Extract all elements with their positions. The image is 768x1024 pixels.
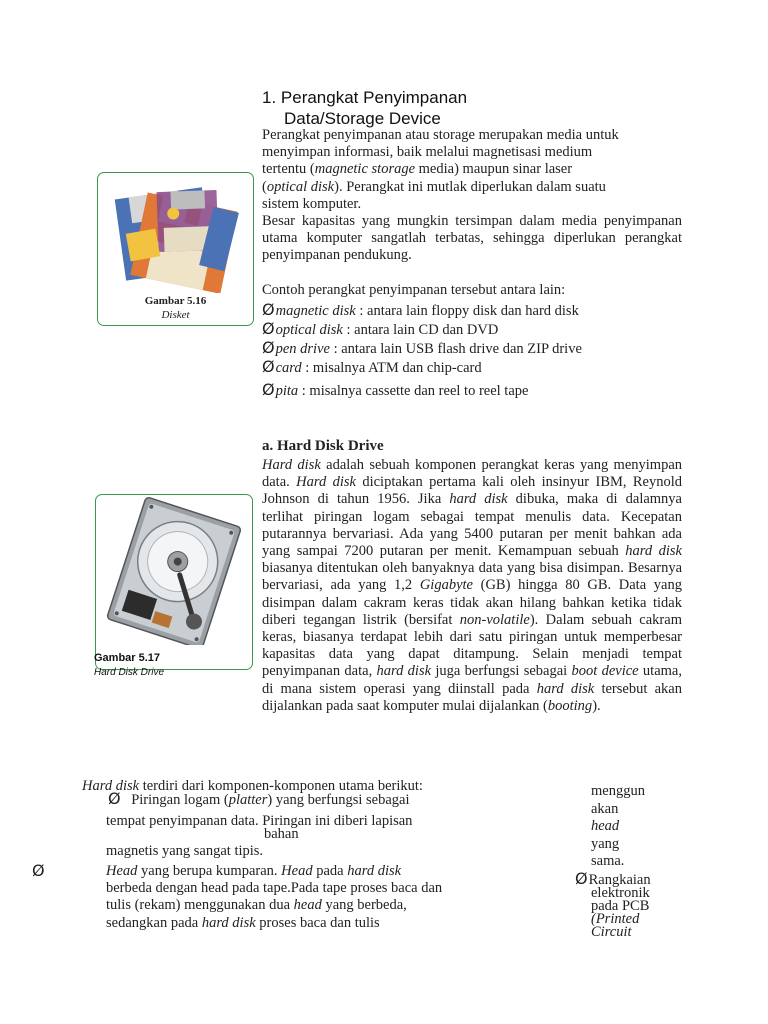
intro-line: tertentu (magnetic storage media) maupun sinar laser (262, 161, 573, 178)
arrow-bullet-icon: Ø (262, 357, 275, 376)
intro-line: (optical disk). Perangkat ini mutlak diperlukan dalam suatu (262, 178, 606, 195)
component-platter-line2: tempat penyimpanan data. Piringan ini diberi lapisan (106, 813, 413, 829)
section-title (262, 87, 467, 129)
list-item: Ømagnetic disk : antara lain floppy disk dan hard disk (262, 300, 579, 319)
figure-label: Gambar 5.16 (144, 295, 207, 307)
right-column-line: Circuit (591, 924, 632, 940)
arrow-bullet-icon: Ø (262, 338, 275, 357)
right-column-line: ØRangkaian (575, 869, 651, 888)
list-item: Øoptical disk : antara lain CD dan DVD (262, 319, 499, 338)
right-column-line: pada PCB (591, 898, 650, 914)
right-column-line: (Printed (591, 911, 640, 927)
figure-hard-disk (95, 494, 253, 670)
hard-disk-icon (96, 495, 252, 645)
component-head (106, 863, 442, 932)
capacity-paragraph: Besar kapasitas yang mungkin tersimpan dalam media penyimpanan utama komputer sangatlah terbatas, sehingga diperlukan perangkat penyimpanan pendukung. (262, 213, 682, 264)
diskette-icon (98, 173, 253, 293)
component-platter: Ø Piringan logam (platter) yang berfungsi sebagai (108, 789, 410, 808)
arrow-bullet-icon: Ø (108, 789, 121, 808)
right-column-line: head (591, 818, 620, 834)
arrow-bullet-icon: Ø (575, 869, 588, 888)
figure2-label: Gambar 5.17 (94, 652, 161, 664)
right-column-line: yang (591, 835, 620, 852)
component-platter-line2b: bahan (264, 826, 299, 842)
arrow-bullet-icon: Ø (262, 380, 275, 399)
arrow-bullet-icon: Ø (262, 319, 275, 338)
intro-line: sistem komputer. (262, 195, 362, 212)
right-column-line: akan (591, 800, 619, 817)
right-column-line: menggun (591, 783, 645, 799)
hdd-paragraph: Hard disk adalah sebuah komponen perangkat keras yang menyimpan data. Hard disk diciptakan pertama kali oleh insinyur IBM, Reynold Johnson di tahun 1956. Jika hard disk dibuka, maka di dalamnya terlihat piringan logam sebagai tempat menulis data. Kecepatan putarannya bervariasi. Ada yang 5400 putaran per menit bahkan ada yang sampai 7200 putaran per menit. Kemampuan sebuah hard disk biasanya ditentukan oleh banyaknya data yang bisa disimpan. Besarnya bervariasi, ada yang 1,2 Gigabyte (GB) hingga 80 GB. Data yang disimpan dalam cakram keras tidak akan hilang bahkan ketika tidak diberi tegangan listrik (bersifat non-volatile). Dalam sebuah cakram keras, biasanya terdapat lebih dari satu piringan untuk memperbesar kapasitas data yang dapat ditampung. Selain menjadi tempat penyimpanan data, hard disk juga berfungsi sebagai boot device utama, di mana sistem operasi yang diinstall pada hard disk tersebut akan dijalankan pada saat komputer mulai dijalankan (booting). (262, 457, 683, 714)
components-intro: Hard disk terdiri dari komponen-komponen utama berikut: (82, 778, 423, 794)
subsection-title: a. Hard Disk Drive (262, 438, 384, 454)
component-head-line3: tulis (rekam) menggunakan dua head yang berbeda, (106, 897, 407, 914)
component-head-line4: sedangkan pada hard disk proses baca dan tulis (106, 914, 380, 931)
examples-list (262, 301, 582, 400)
list-item: Øpen drive : antara lain USB flash drive dan ZIP drive (262, 338, 582, 357)
intro-line: Perangkat penyimpanan atau storage merupakan media untuk (262, 127, 619, 143)
section-title-line1: 1. Perangkat Penyimpanan (262, 88, 468, 107)
section-title-line2: Data/Storage Device (284, 109, 441, 128)
figure-diskette (97, 172, 254, 326)
component-head-line2: berbeda dengan head pada tape.Pada tape proses baca dan (106, 880, 443, 897)
intro-line: menyimpan informasi, baik melalui magnetisasi medium (262, 144, 593, 161)
component-platter-line3: magnetis yang sangat tipis. (106, 843, 264, 859)
right-column-text (591, 783, 645, 871)
figure2-caption: Hard Disk Drive (94, 667, 165, 678)
right-column-line: elektronik (591, 885, 650, 901)
figure-caption: Disket (161, 309, 190, 321)
component-head-line1: Head yang berupa kumparan. Head pada hard disk (106, 863, 402, 879)
arrow-bullet-icon: Ø (32, 861, 45, 880)
examples-intro: Contoh perangkat penyimpanan tersebut antara lain: (262, 282, 566, 298)
list-item: Øcard : misalnya ATM dan chip-card (262, 357, 482, 376)
arrow-bullet-icon: Ø (262, 300, 275, 319)
list-item: Øpita : misalnya cassette dan reel to reel tape (262, 380, 529, 399)
right-column-line: sama. (591, 853, 625, 869)
intro-paragraph (262, 127, 682, 213)
right-column-bullet (575, 869, 651, 940)
